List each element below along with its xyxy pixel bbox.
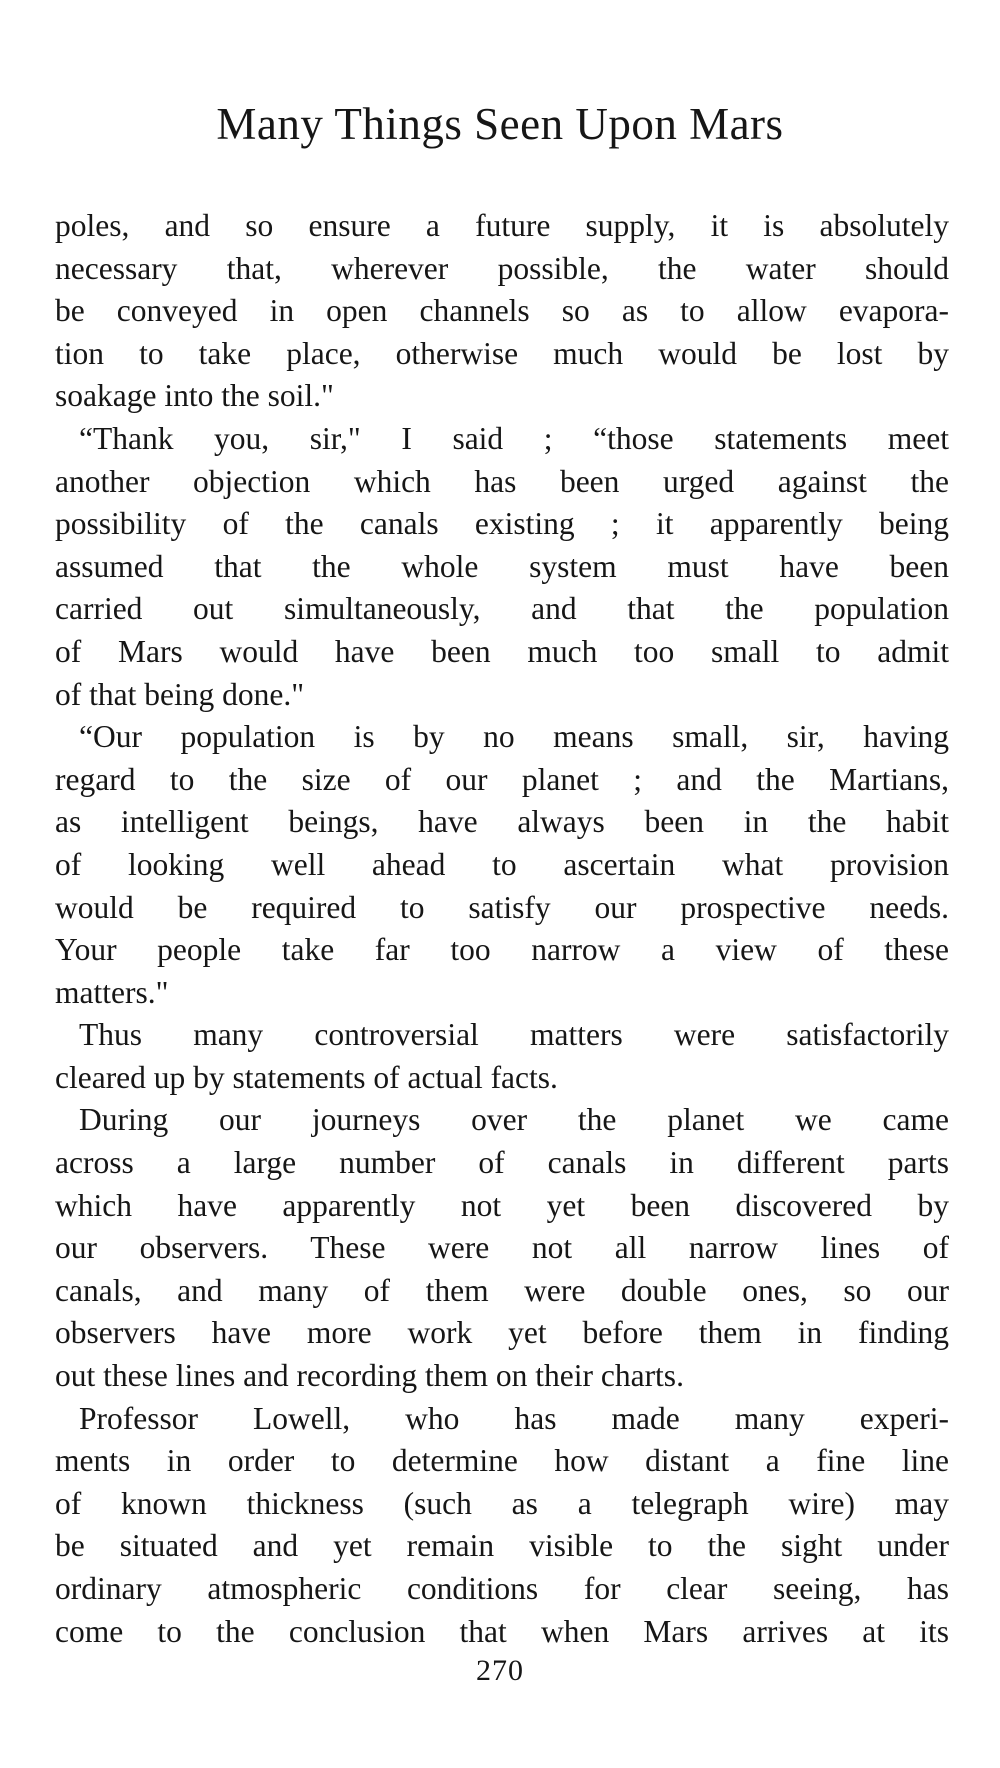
text-line: of that being done." <box>55 676 305 712</box>
text-line: assumed that the whole system must have been <box>55 548 949 584</box>
text-line: ments in order to determine how distant a fine line <box>55 1443 949 1479</box>
text-line: which have apparently not yet been discovered by <box>55 1187 949 1223</box>
page-body-text <box>55 205 949 1653</box>
text-line: Professor Lowell, who has made many experi- <box>79 1400 949 1436</box>
text-line: of known thickness (such as a telegraph wire) may <box>55 1485 949 1521</box>
text-line: matters." <box>55 974 169 1010</box>
text-line: possibility of the canals existing ; it apparently being <box>55 506 949 542</box>
text-line: of Mars would have been much too small to admit <box>55 633 949 669</box>
text-line: another objection which has been urged against the <box>55 463 949 499</box>
text-line: soakage into the soil." <box>55 378 334 414</box>
text-line: as intelligent beings, have always been in the habit <box>55 804 949 840</box>
text-line: “Thank you, sir," I said ; “those statements meet <box>79 420 949 456</box>
text-line: cleared up by statements of actual facts. <box>55 1059 558 1095</box>
text-line: out these lines and recording them on their charts. <box>55 1358 684 1394</box>
text-line: of looking well ahead to ascertain what provision <box>55 846 949 882</box>
text-line: be conveyed in open channels so as to allow evapora- <box>55 293 949 329</box>
page-number: 270 <box>476 1654 524 1687</box>
text-line: “Our population is by no means small, sir, having <box>79 719 949 755</box>
text-line: observers have more work yet before them in finding <box>55 1315 949 1351</box>
text-line: regard to the size of our planet ; and the Martians, <box>55 761 949 797</box>
running-header-title: Many Things Seen Upon Mars <box>216 99 784 149</box>
text-line: come to the conclusion that when Mars arrives at its <box>55 1613 949 1649</box>
text-line: canals, and many of them were double ones, so our <box>55 1272 949 1308</box>
text-line: Thus many controversial matters were satisfactorily <box>79 1017 949 1053</box>
text-line: necessary that, wherever possible, the water should <box>55 250 949 286</box>
text-line: Your people take far too narrow a view of these <box>55 932 949 968</box>
text-line: During our journeys over the planet we came <box>79 1102 949 1138</box>
text-line: carried out simultaneously, and that the population <box>55 591 949 627</box>
text-line: across a large number of canals in different parts <box>55 1145 949 1181</box>
text-line: be situated and yet remain visible to the sight under <box>55 1528 949 1564</box>
text-line: poles, and so ensure a future supply, it is absolutely <box>55 208 949 243</box>
text-line: would be required to satisfy our prospective needs. <box>55 889 949 925</box>
text-line: ordinary atmospheric conditions for clear seeing, has <box>55 1571 949 1606</box>
text-line: our observers. These were not all narrow lines of <box>55 1230 949 1266</box>
text-line: tion to take place, otherwise much would be lost by <box>55 335 949 371</box>
